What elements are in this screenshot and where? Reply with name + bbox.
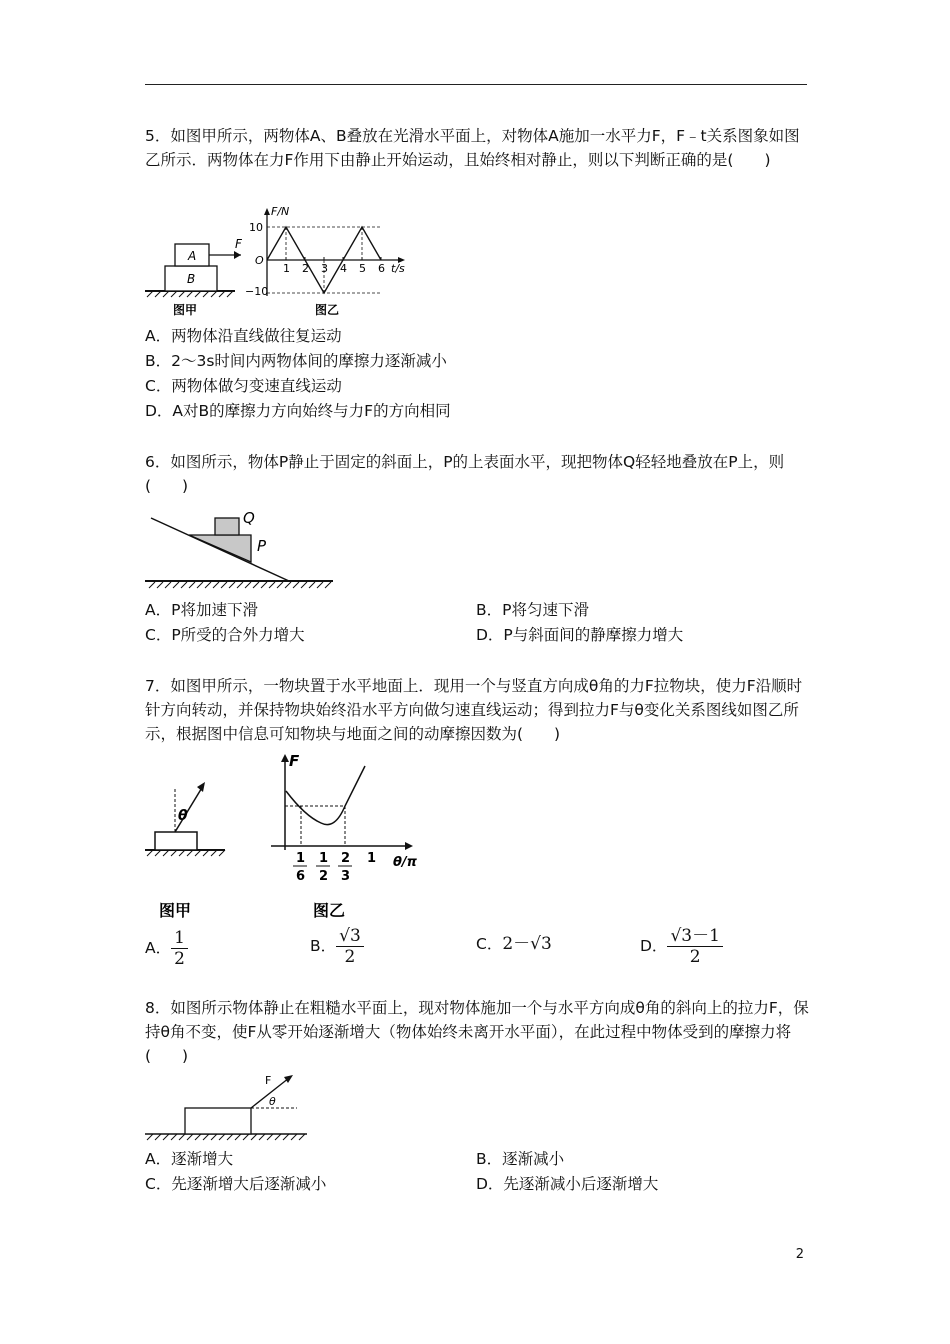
q5-fig-blocks (145, 237, 243, 317)
tick-2-den: 2 (319, 869, 329, 884)
q5-figure (145, 200, 415, 318)
y-axis-label: F/N (271, 205, 290, 218)
q6-option-a[interactable]: A．P将加速下滑 (145, 601, 258, 619)
q5-option-b[interactable]: B．2～3s时间内两物体间的摩擦力逐渐减小 (145, 352, 447, 370)
f-theta-curve (286, 766, 365, 825)
label-q: Q (243, 509, 255, 527)
q8-option-a[interactable]: A．逐渐增大 (145, 1150, 234, 1168)
q7-option-c[interactable]: C．2－√3 (476, 934, 552, 954)
block-p (189, 535, 251, 562)
q8-option-d[interactable]: D．先逐渐减小后逐渐增大 (476, 1175, 659, 1193)
block-q (215, 518, 239, 535)
q8-block (185, 1108, 251, 1134)
q5-stem: 5．如图甲所示，两物体A、B叠放在光滑水平面上，对物体A施加一水平力F，F﹣t关系图象如图乙所示．两物体在力F作用下由静止开始运动，且始终相对静止，则以下判断正确的是( ) (145, 127, 800, 169)
tick-1-num: 1 (296, 851, 306, 866)
x-tick-label-2: 2 (302, 262, 309, 275)
x-tick-label-1: 1 (283, 262, 290, 275)
fig-jia: 图甲 (173, 303, 198, 317)
q8-figure (145, 1072, 310, 1142)
label-p: P (257, 537, 267, 555)
q7-stem: 7．如图甲所示，一物块置于水平地面上．现用一个与竖直方向成θ角的力F拉物块，使力F沿顺时针方向转动，并保持物块始终沿水平方向做匀速直线运动；得到拉力F与θ变化关系图线如图乙所示，根据图中信息可知物块与地面之间的动摩擦因数为( ) (145, 677, 803, 743)
theta-label: θ (269, 1095, 276, 1108)
q5-option-d[interactable]: D．A对B的摩擦力方向始终与力F的方向相同 (145, 402, 451, 420)
q6-stem: 6．如图所示，物体P静止于固定的斜面上，P的上表面水平，现把物体Q轻轻地叠放在P上，则( ) (145, 453, 785, 495)
tick-3-den: 3 (341, 869, 351, 884)
x-tick-label-3: 3 (321, 262, 328, 275)
q7-option-d[interactable]: D． $\frac{√3-1}{2}$ (640, 926, 723, 967)
q7-option-b[interactable]: B． $\frac{√3}{2}$ (310, 926, 364, 967)
y-bottom-label: −10 (245, 285, 269, 298)
q5-option-a[interactable]: A．两物体沿直线做往复运动 (145, 327, 342, 345)
fig-yi: 图乙 (313, 901, 346, 920)
force-arrow-icon (234, 251, 241, 259)
theta-label: θ (178, 808, 188, 824)
q6-option-d[interactable]: D．P与斜面间的静摩擦力增大 (476, 626, 684, 644)
q6-figure (145, 505, 335, 593)
y-axis-label: F (289, 752, 300, 770)
q5-option-c[interactable]: C．两物体做匀变速直线运动 (145, 377, 342, 395)
q8-option-b[interactable]: B．逐渐减小 (476, 1150, 565, 1168)
page-number: 2 (795, 1247, 804, 1262)
force-arrow-icon (284, 1075, 293, 1083)
q8-stem: 8．如图所示物体静止在粗糙水平面上，现对物体施加一个与水平方向成θ角的斜向上的拉力F，保持θ角不变，使F从零开始逐渐增大（物体始终未离开水平面），在此过程中物体受到的摩擦力将( ) (145, 999, 809, 1065)
header-rule (145, 84, 807, 85)
label-f: F (235, 237, 242, 251)
q7-option-a[interactable]: A． $\frac{1}{2}$ (145, 928, 188, 969)
q5-chart (245, 205, 405, 317)
q7-block (155, 832, 197, 850)
tick-2-num: 1 (319, 851, 329, 866)
q8-option-c[interactable]: C．先逐渐增大后逐渐减小 (145, 1175, 327, 1193)
x-tick-label-6: 6 (378, 262, 385, 275)
fig-yi: 图乙 (315, 303, 340, 317)
tick-1-den: 6 (296, 869, 306, 884)
label-b: B (187, 272, 196, 286)
q6-option-c[interactable]: C．P所受的合外力增大 (145, 626, 305, 644)
y-top-label: 10 (249, 221, 263, 234)
tick-4: 1 (367, 851, 377, 866)
label-a: A (188, 249, 197, 263)
label-f: F (265, 1074, 272, 1087)
q6-option-b[interactable]: B．P将匀速下滑 (476, 601, 589, 619)
origin-label: O (255, 254, 264, 267)
q7-figure (145, 750, 425, 922)
x-axis-label: θ/π (393, 855, 417, 870)
x-tick-label-5: 5 (359, 262, 366, 275)
x-axis-label: t/s (391, 262, 405, 275)
fig-jia: 图甲 (159, 901, 192, 920)
tick-3-num: 2 (341, 851, 351, 866)
x-tick-label-4: 4 (340, 262, 347, 275)
